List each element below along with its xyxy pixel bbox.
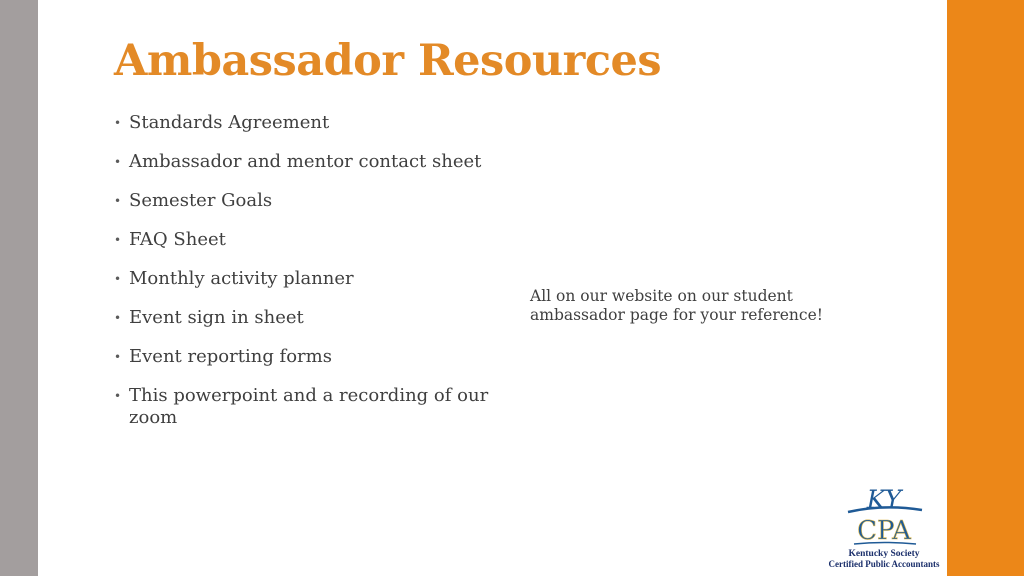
kycpa-logo (826, 484, 944, 574)
list-item-text: Event sign in sheet (129, 307, 304, 328)
list-item-text: Semester Goals (129, 190, 273, 211)
logo-mark-cpa: CPA (857, 516, 911, 546)
bullet-icon: • (114, 155, 122, 169)
left-accent-bar (0, 0, 38, 576)
list-item-text: FAQ Sheet (129, 229, 226, 250)
bullet-icon: • (114, 194, 122, 208)
list-item-text: Monthly activity planner (129, 268, 354, 289)
bullet-icon: • (114, 311, 122, 325)
list-item (114, 346, 494, 368)
logo-mark-ky: KY (866, 485, 902, 514)
bullet-icon: • (114, 389, 122, 403)
list-item (114, 385, 494, 429)
slide-title: Ambassador Resources (114, 36, 662, 86)
list-item-text: Standards Agreement (129, 112, 330, 133)
bullet-icon: • (114, 350, 122, 364)
logo-line-2: Certified Public Accountants (828, 559, 940, 569)
list-item (114, 190, 494, 212)
list-item-text: Event reporting forms (129, 346, 332, 367)
website-note: All on our website on our student ambassador page for your reference! (530, 287, 823, 324)
resource-list (114, 112, 494, 446)
list-item (114, 229, 494, 251)
bullet-icon: • (114, 116, 122, 130)
logo-line-1: Kentucky Society (848, 549, 920, 559)
right-accent-bar (947, 0, 1024, 576)
list-item (114, 151, 494, 173)
list-item (114, 268, 494, 290)
list-item-text: This powerpoint and a recording of our zoom (129, 385, 489, 428)
bullet-icon: • (114, 272, 122, 286)
list-item (114, 307, 494, 329)
list-item-text: Ambassador and mentor contact sheet (129, 151, 482, 172)
bullet-icon: • (114, 233, 122, 247)
list-item (114, 112, 494, 134)
